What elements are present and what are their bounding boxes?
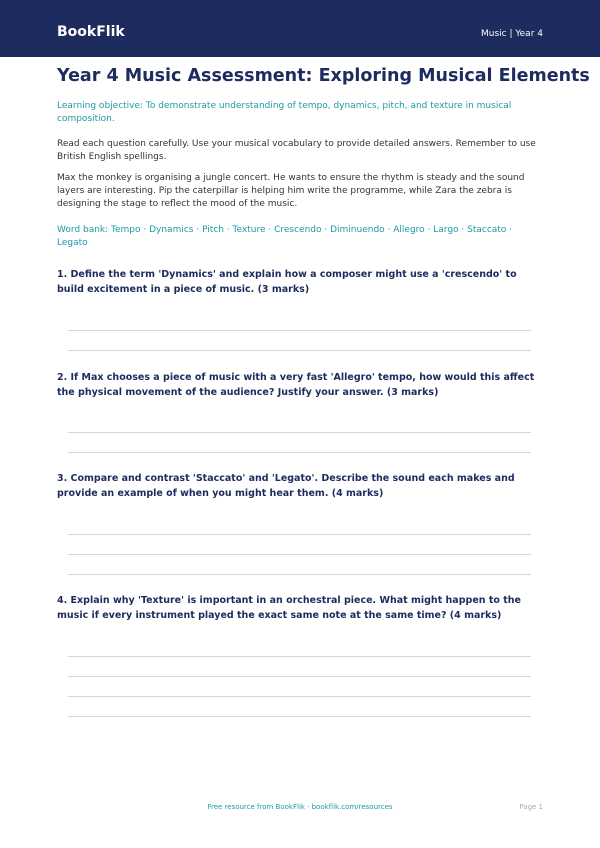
footer-link[interactable]: Free resource from BookFlik · bookflik.com/resources	[207, 803, 393, 811]
instructions: Read each question carefully. Use your musical vocabulary to provide detailed answers. Remember to use British English spellings.	[57, 139, 536, 162]
header-bar	[0, 0, 600, 57]
answer-line[interactable]	[68, 676, 531, 677]
word-bank: Word bank: Tempo · Dynamics · Pitch · Texture · Crescendo · Diminuendo · Allegro · Largo · Staccato · Legato	[57, 225, 513, 248]
answer-line[interactable]	[68, 432, 531, 433]
page-number: Page 1	[519, 803, 543, 811]
question-1: 1. Define the term 'Dynamics' and explain how a composer might use a 'crescendo' to build excitement in a piece of music. (3 marks)	[57, 269, 517, 295]
answer-line[interactable]	[68, 330, 531, 331]
learning-objective: Learning objective: To demonstrate understanding of tempo, dynamics, pitch, and texture in musical composition.	[57, 101, 512, 124]
question-3: 3. Compare and contrast 'Staccato' and 'Legato'. Describe the sound each makes and provide an example of when you might hear them. (4 marks)	[57, 473, 515, 499]
answer-line[interactable]	[68, 534, 531, 535]
brand-logo: BookFlik	[57, 24, 125, 40]
question-2: 2. If Max chooses a piece of music with a very fast 'Allegro' tempo, how would this affect the physical movement of the audience? Justify your answer. (3 marks)	[57, 372, 535, 398]
answer-line[interactable]	[68, 574, 531, 575]
answer-line[interactable]	[68, 656, 531, 657]
subject-label: Music | Year 4	[480, 29, 543, 39]
question-4: 4. Explain why 'Texture' is important in an orchestral piece. What might happen to the music if every instrument played the exact same note at the same time? (4 marks)	[57, 595, 521, 621]
answer-line[interactable]	[68, 696, 531, 697]
answer-line[interactable]	[68, 554, 531, 555]
answer-line[interactable]	[68, 716, 531, 717]
answer-line[interactable]	[68, 350, 531, 351]
answer-line[interactable]	[68, 452, 531, 453]
scenario-text: Max the monkey is organising a jungle concert. He wants to ensure the rhythm is steady and the sound layers are interesting. Pip the caterpillar is helping him write the programme, while Zara the zebra is designing the stage to reflect the mood of the music.	[57, 173, 525, 209]
page-title: Year 4 Music Assessment: Exploring Musical Elements	[57, 66, 590, 86]
